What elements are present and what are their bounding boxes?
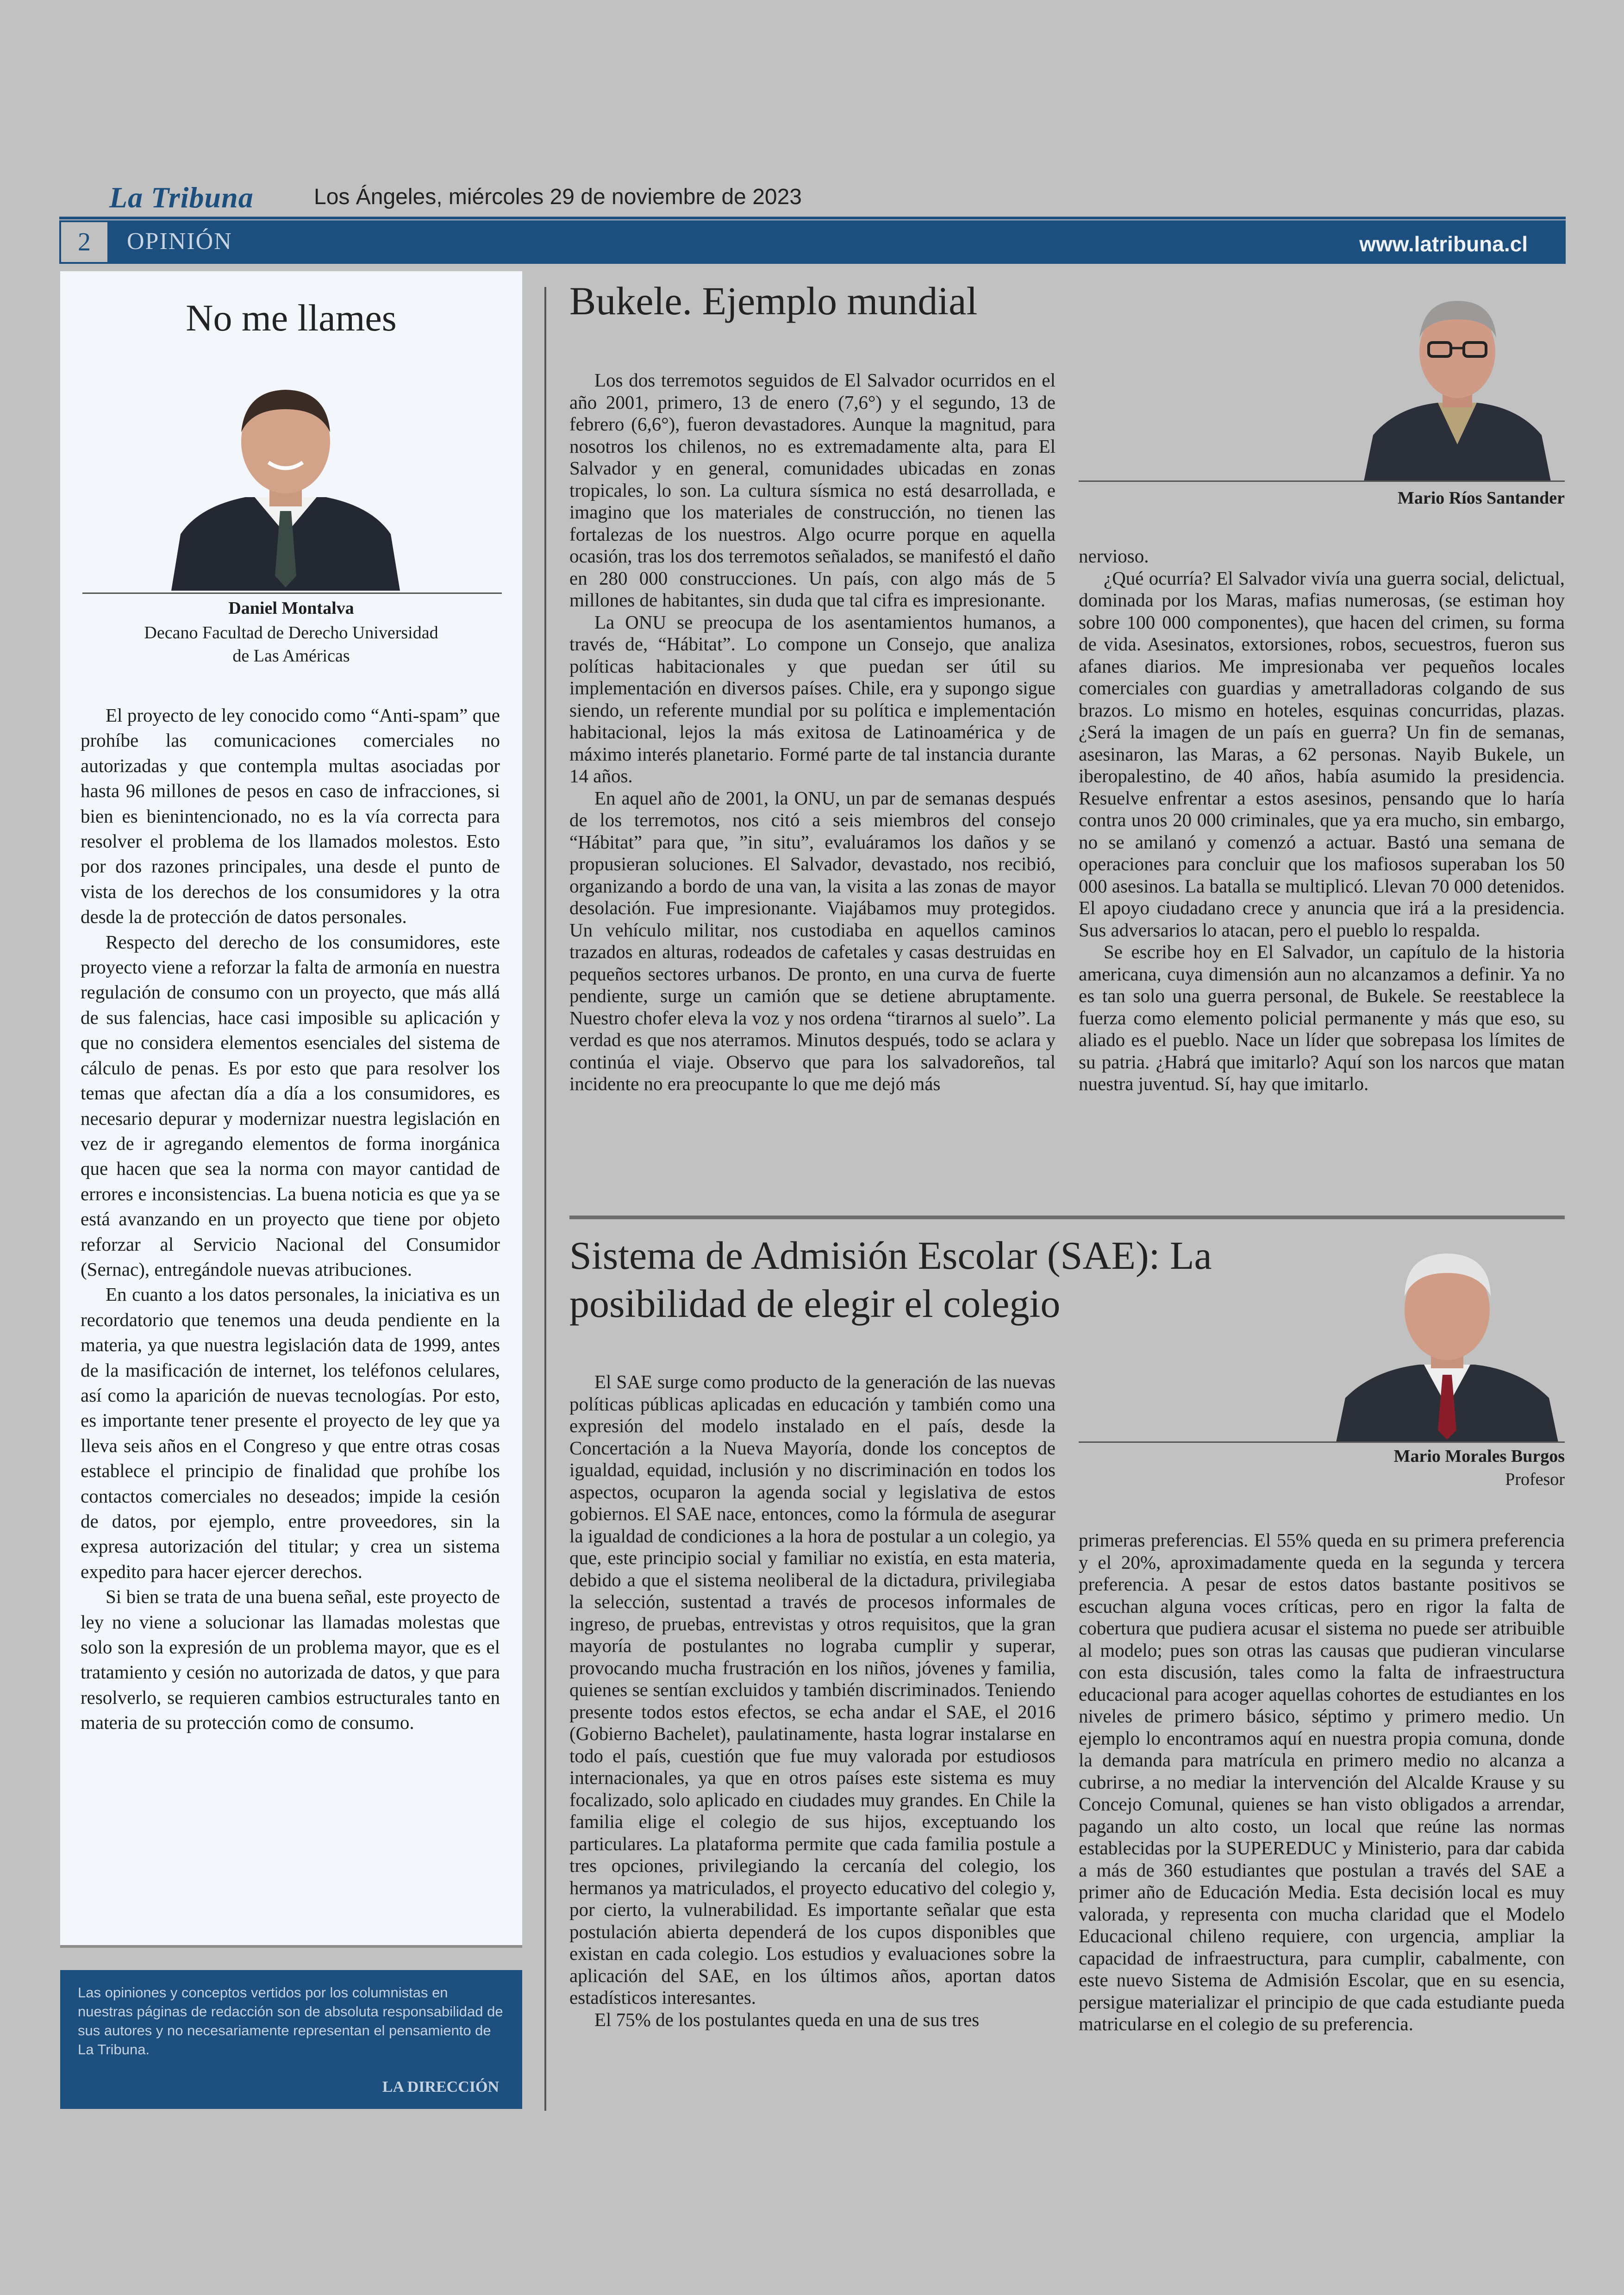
paragraph: La ONU se preocupa de los asentamientos humanos, a través de, “Hábitat”. Lo compone un Consejo, que analiza políticas habitacionales y que puedan ser útil su implementación en diversos países. Chile, era y supongo sigue siendo, un referente mundial por su política e implementación habitacional, lejos la más exitosa de Latinoamérica y de máximo interés planetario. Formé parte de tal instancia durante 14 años. [569,611,1056,786]
left-article-title: No me llames [186,297,397,339]
article-bukele-column-1 [569,369,1056,1095]
author-name-montalva: Daniel Montalva [228,599,354,618]
paragraph: En aquel año de 2001, la ONU, un par de semanas después de los terremotos, nos citó a seis miembros del consejo “Hábitat” para que, ”in situ”, evaluáramos los daños y se propusieran soluciones. El Salvador, devastado, nos recibió, organizando a bordo de una van, la visita a las zonas de mayor desolación. Fue impresionante. Viajábamos muy protegidos. Un vehículo militar, nos custodiaba en aquellos caminos trazados en alturas, rodeados de cafetales y casas destruidas en pequeños sectores urbanos. De pronto, en una curva de fuerte pendiente, surge un camión que se detiene abruptamente. Nuestro chofer eleva la voz y nos ordena “tirarnos al suelo”. La verdad es que nos aterramos. Minutos después, todo se aclara y continúa el viaje. Observo que para los salvadoreños, tal incidente no era preocupante lo que me dejó más [569,787,1056,1094]
author-photo-montalva [162,381,409,591]
paragraph: El SAE surge como producto de la generación de las nuevas políticas públicas aplicadas en educación y también como una expresión del modelo instalado en el país, desde la Concertación a la Nueva Mayoría, donde los conceptos de igualdad, equidad, inclusión y no discriminación en todos los aspectos, ocuparon la agenda social y legislativa de estos gobiernos. El SAE nace, entonces, como la fórmula de asegurar la igualdad de condiciones a la hora de postular a un colegio, ya que, este principio social y familiar no existía, en esta materia, debido a que el sistema neoliberal de la dictadura, privilegiaba la selección, sustentad a través de procesos informales de ingreso, de pruebas, entrevistas y otros requisitos, que la gran mayoría de postulantes no lograba cumplir y superar, provocando mucha frustración en los niños, jóvenes y familia, quienes se sentían excluidos y también discriminados. Teniendo presente todos estos efectos, se echa andar el SAE, el 2016 (Gobierno Bachelet), paulatinamente, hasta lograr instalarse en todo el país, cuestión que fue muy valorada por estudiosos internacionales, ya que en otros países este sistema es muy focalizado, solo aplicado en ciudades muy grandes. En Chile la familia elige el colegio de sus hijos, exceptuando los particulares. La plataforma permite que cada familia postule a tres opciones, privilegiando la cercanía del colegio, los hermanos ya matriculados, el proyecto educativo del colegio y, por cierto, la vulnerabilidad. Es importante señalar que esta postulación abierta dependerá de los cupos disponibles que existan en cada colegio. Los estudios y evaluaciones sobre la aplicación del SAE, en los últimos años, aportan datos estadísticos interesantes. [569,1371,1056,2008]
author-photo-morales [1331,1241,1563,1442]
disclaimer-signature: LA DIRECCIÓN [382,2078,499,2095]
left-article-body [81,703,500,1735]
website-link[interactable]: www.latribuna.cl [1359,232,1528,256]
issue-date: Los Ángeles, miércoles 29 de noviembre de 2023 [314,185,802,209]
paragraph: Los dos terremotos seguidos de El Salvador ocurridos en el año 2001, primero, 13 de enero (7,6°) y el segundo, 13 de febrero (6,6°), fueron devastadores. Aunque la magnitud, para nosotros los chilenos, no es extremadamente alta, para El Salvador y en general, comunidades ubicadas en zonas tropicales, lo son. La cultura sísmica no está desarrollada, e imagino que los materiales de construcción, no tienen las fortalezas de los nuestros. Algo ocurre porque en aquella ocasión, tras los dos terremotos señalados, se manifestó el daño en 280 000 construcciones. Un país, con algo más de 5 millones de habitantes, sin duda que tal cifra es impresionante. [569,369,1056,611]
author-divider [82,592,502,594]
paragraph: Respecto del derecho de los consumidores, este proyecto viene a reforzar la falta de armonía en nuestra regulación de consumo con un proyecto, que más allá de sus falencias, hace casi imposible su aplicación y que no considera elementos esenciales del sistema de cálculo de penas. Es por esto que para resolver los temas que afectan día a día a los consumidores, es necesario depurar y modernizar nuestra legislación en vez de ir agregando elementos de forma inorgánica que hacen que sea la norma con mayor cantidad de errores e inconsistencias. La buena noticia es que ya se está avanzando en un proyecto que tiene por objeto reforzar al Servicio Nacional del Consumidor (Sernac), entregándole nuevas atribuciones. [81,931,500,1280]
author-photo-rios [1355,287,1560,481]
column-divider [544,287,546,2111]
paragraph: En cuanto a los datos personales, la iniciativa es un recordatorio que tenemos una deuda pendiente en la materia, ya que nuestra legislación data de 1999, antes de la masificación de internet, los teléfonos celulares, así como la aparición de nuevas tecnologías. Por esto, es importante tener presente el proyecto de ley que ya lleva seis años en el Congreso y que entre otras cosas establece el principio de finalidad que prohíbe los contactos comerciales no deseados; impide la cesión de datos, por ejemplo, entre proveedores, sin la expresa autorización del titular; y crea un sistema expedito para hacer ejercer derechos. [81,1284,500,1582]
newspaper-logo: La Tribuna [109,181,254,214]
author-role-morales: Profesor [1505,1470,1565,1489]
paragraph: El proyecto de ley conocido como “Anti-spam” que prohíbe las comunicaciones comerciales no autorizadas y que contempla multas asociadas por hasta 96 millones de pesos en caso de infracciones, si bien es bienintencionado, no es la vía correcta para resolver el problema de los llamados molestos. Esto por dos razones principales, una desde el punto de vista de los derechos de los consumidores y la otra desde la de protección de datos personales. [81,705,500,928]
paragraph: El 75% de los postulantes queda en una de sus tres [594,2008,980,2030]
article-bukele-column-2 [1079,545,1565,1095]
paragraph: Se escribe hoy en El Salvador, un capítulo de la historia americana, cuya dimensión aun no alcanzamos a definir. Ya no es tan solo una guerra personal, de Bukele. Se reestablece la fuerza como elemento policial permanente y más que eso, su aliado es el pueblo. Nace un líder que sobrepasa los límites de su patria. ¿Habrá que imitarlo? Aquí son los narcos que matan nuestra juventud. Sí, hay que imitarlo. [1079,941,1565,1094]
author-name-morales: Mario Morales Burgos [1393,1447,1565,1466]
article-sae-column-1 [569,1371,1056,2031]
author-role-montalva: Decano Facultad de Derecho Universidad de Las Américas [144,623,438,666]
section-bar [59,220,1566,264]
paragraph: primeras preferencias. El 55% queda en su primera preferencia y el 20%, aproximadamente queda en la segunda y tercera preferencia. A pesar de estos datos bastante positivos se escuchan alguna voces críticas, pero en rigor la falta de cobertura que pudiera acusar el sistema no puede ser atribuible al modelo; pues son otras las causas que pudieran vincularse con esta discusión, tales como la falta de infraestructura educacional para acoger aquellas cohortes de estudiantes en los niveles de primero básico, séptimo y primero medio. Un ejemplo lo encontramos aquí en nuestra propia comuna, donde la demanda para matrícula en primero medio no alcanza a cubrirse, a no mediar la intervención del Alcalde Krause y su Concejo Comunal, quienes se han visto obligados a arrendar, pagando un alto costo, un local que reúne las normas establecidas por la SUPEREDUC y Ministerio, para dar cabida a más de 360 estudiantes que postulan a través del SAE a primer año de Educación Media. Esta decisión local es muy valorada, y representa con mucha claridad que el Modelo Educacional chileno requiere, con urgencia, ampliar la capacidad de infraestructura, para cumplir, cabalmente, con este nuevo Sistema de Admisión Escolar, que en su esencia, persigue materializar el principio de que cada estudiante pueda matricularse en el colegio de su preferencia. [1079,1529,1565,2034]
article-divider [569,1216,1565,1219]
paragraph: ¿Qué ocurría? El Salvador vivía una guerra social, delictual, dominada por los Maras, mafias numerosas, (se estiman hoy sobre 100 000 componentes), que hacen del crimen, su forma de vida. Asesinatos, extorsiones, robos, secuestros, fueron sus afanes diarios. Me impresionaba ver pequeños locales comerciales con guardias y ametralladoras colgando de sus brazos. Lo mismo en hoteles, esquinas concurridas, plazas. ¿Será la imagen de un país en guerra? Un fin de semanas, asesinaron, las Maras, a 62 personas. Nayib Bukele, un iberopalestino, de 40 años, había asumido la presidencia. Resuelve enfrentar a estos asesinos, pensando que lo haría contra unos 20 000 criminales, que ya era mucho, sin embargo, no se amilanó y comenzó a actuar. Bastó una semana de operaciones para concluir que los mafiosos superaban los 50 000 asesinos. La batalla se multiplicó. Llevan 70 000 detenidos. El apoyo ciudadano crece y anuncia que irá a la presidencia. Sus adversarios lo atacan, pero el pueblo lo respalda. [1079,567,1565,941]
page-number: 2 [61,222,107,262]
article-title-bukele: Bukele. Ejemplo mundial [569,279,978,323]
author-divider [1079,480,1565,482]
article-title-sae: Sistema de Admisión Escolar (SAE): La posibilidad de elegir el colegio [569,1233,1212,1326]
article-sae-column-2 [1079,1529,1565,2035]
header-rule [59,217,1566,219]
author-name-rios: Mario Ríos Santander [1398,488,1565,508]
section-name: OPINIÓN [127,228,232,255]
disclaimer-text: Las opiniones y conceptos vertidos por los columnistas en nuestras páginas de redacción son de absoluta responsabilidad de sus autores y no necesariamente representan el pensamiento de La Tribuna. [78,1984,503,2058]
author-divider [1079,1441,1565,1443]
paragraph: Si bien se trata de una buena señal, este proyecto de ley no viene a solucionar las llamadas molestas que solo son la expresión de un problema mayor, que es el tratamiento y cesión no autorizada de datos, y que para resolverlo, se requieren cambios estructurales tanto en materia de su protección como de consumo. [81,1586,500,1734]
paragraph: nervioso. [1079,545,1149,567]
